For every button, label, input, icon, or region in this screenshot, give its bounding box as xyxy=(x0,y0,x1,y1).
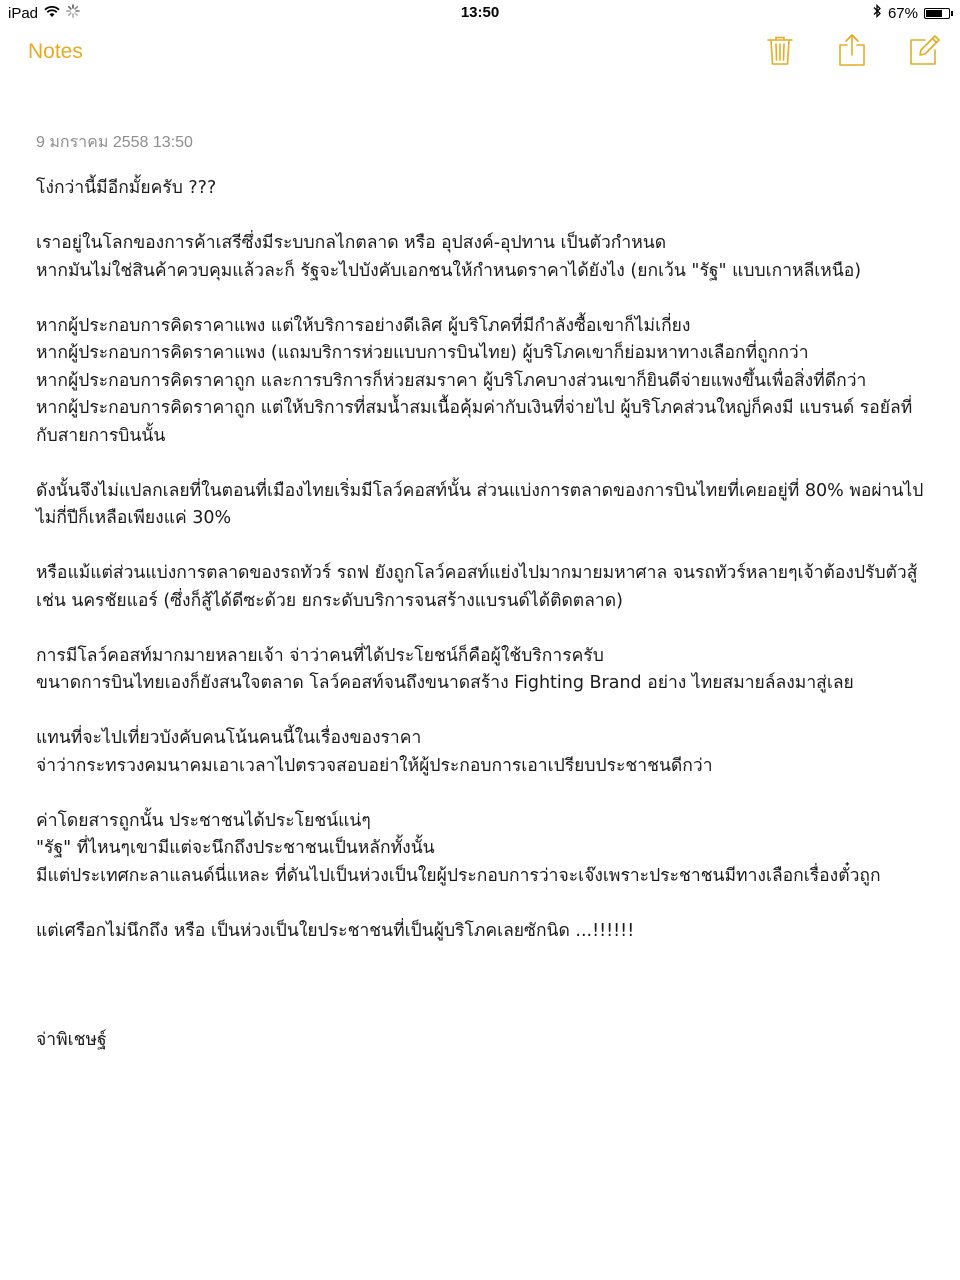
note-paragraph xyxy=(36,808,926,891)
note-line: หรือแม้แต่ส่วนแบ่งการตลาดของรถทัวร์ รถฟ ยังถูกโลว์คอสท์แย่งไปมากมายมหาศาล จนรถทัวร์หลายๆเจ้าต้องปรับตัวสู้ เช่น นครชัยแอร์ (ซึ่งก็สู้ได้ดีซะด้วย ยกระดับบริการจนสร้างแบรนด์ได้ติดตลาด) xyxy=(36,563,918,611)
delete-note-button[interactable] xyxy=(762,34,798,70)
note-signature: จ่าพิเชษฐ์ xyxy=(36,1030,107,1050)
status-right xyxy=(872,4,950,22)
trash-icon xyxy=(763,33,797,71)
note-paragraph xyxy=(36,230,926,285)
note-line: มีแต่ประเทศกะลาแลนด์นี่แหละ ที่ดันไปเป็นห่วงเป็นใยผู้ประกอบการว่าจะเจ๊งเพราะประชาชนมีทางเลือกเรื่องตั๋วถูก xyxy=(36,865,881,886)
note-line: แต่เศรือกไม่นึกถึง หรือ เป็นห่วงเป็นใยประชาชนที่เป็นผู้บริโภคเลยซักนิด ...!!!!!! xyxy=(36,920,635,941)
note-date: 9 มกราคม 2558 13:50 xyxy=(36,134,193,151)
status-time: 13:50 xyxy=(460,4,500,21)
note-paragraph xyxy=(36,175,926,203)
battery-icon xyxy=(924,8,950,19)
nav-bar xyxy=(0,26,960,86)
note-paragraph xyxy=(36,918,926,946)
share-icon xyxy=(835,33,869,71)
note-line: ดังนั้นจึงไม่แปลกเลยที่ในตอนที่เมืองไทยเริ่มมีโลว์คอสท์นั้น ส่วนแบ่งการตลาดของการบินไทยที่เคยอยู่ที่ 80% พอผ่านไปไม่กี่ปีก็เหลือเพียงแค่ 30% xyxy=(36,480,924,528)
note-line: หากมันไม่ใช่สินค้าควบคุมแล้วละก็ รัฐจะไปบังคับเอกชนให้กำหนดราคาได้ยังไง (ยกเว้น "รัฐ" แบบเกาหลีเหนือ) xyxy=(36,260,862,281)
note-line: "รัฐ" ที่ไหนๆเขามีแต่จะนึกถึงประชาชนเป็นหลักทั้งนั้น xyxy=(36,838,435,858)
note-line: หากผู้ประกอบการคิดราคาแพง (แถมบริการห่วยแบบการบินไทย) ผู้บริโภคเขาก็ย่อมหาทางเลือกที่ถูกกว่า xyxy=(36,343,809,363)
note-line: หากผู้ประกอบการคิดราคาถูก แต่ให้บริการที่สมน้ำสมเนื้อคุ้มค่ากับเงินที่จ่ายไป ผู้บริโภคส่วนใหญ่ก็คงมี แบรนด์ รอยัลที่กับสายการบินนั้น xyxy=(36,398,913,446)
note-line: แทนที่จะไปเที่ยวบังคับคนโน้นคนนี้ในเรื่องของราคา xyxy=(36,728,422,748)
note-line: ค่าโดยสารถูกนั้น ประชาชนได้ประโยชน์แน่ๆ xyxy=(36,810,371,831)
bluetooth-icon xyxy=(872,4,882,22)
note-paragraph xyxy=(36,478,926,533)
back-to-notes-button[interactable]: Notes xyxy=(28,40,83,63)
note-content[interactable] xyxy=(36,130,926,1055)
note-line: การมีโลว์คอสท์มากมายหลายเจ้า จ่าว่าคนที่ได้ประโยชน์ก็คือผู้ใช้บริการครับ xyxy=(36,645,604,666)
note-paragraph xyxy=(36,560,926,615)
share-button[interactable] xyxy=(834,34,870,70)
note-line: จ่าว่ากระทรวงคมนาคมเอาเวลาไปตรวจสอบอย่าให้ผู้ประกอบการเอาเปรียบประชาชนดีกว่า xyxy=(36,755,713,776)
device-label: iPad xyxy=(8,4,39,22)
note-paragraph xyxy=(36,313,926,451)
note-line: หากผู้ประกอบการคิดราคาแพง แต่ให้บริการอย่างดีเลิศ ผู้บริโภคที่มีกำลังซื้อเขาก็ไม่เกี่ยง xyxy=(36,315,691,336)
note-line: เราอยู่ในโลกของการค้าเสรีซึ่งมีระบบกลไกตลาด หรือ อุปสงค์-อุปทาน เป็นตัวกำหนด xyxy=(36,233,667,253)
battery-percent: 67% xyxy=(887,4,918,22)
compose-icon xyxy=(907,33,941,71)
note-paragraph xyxy=(36,643,926,698)
toolbar xyxy=(762,34,942,70)
note-paragraph xyxy=(36,725,926,780)
status-bar xyxy=(0,0,960,26)
battery-level xyxy=(926,10,942,17)
note-body[interactable] xyxy=(36,175,926,945)
note-line: โง่กว่านี้มีอีกมั้ยครับ ??? xyxy=(36,178,217,198)
compose-button[interactable] xyxy=(906,34,942,70)
note-line: หากผู้ประกอบการคิดราคาถูก และการบริการก็ห่วยสมราคา ผู้บริโภคบางส่วนเขาก็ยินดีจ่ายแพงขึ้นเพื่อสิ่งที่ดีกว่า xyxy=(36,370,867,391)
note-line: ขนาดการบินไทยเองก็ยังสนใจตลาด โลว์คอสท์จนถึงขนาดสร้าง Fighting Brand อย่าง ไทยสมายล์ลงมาสู่เลย xyxy=(36,673,854,693)
